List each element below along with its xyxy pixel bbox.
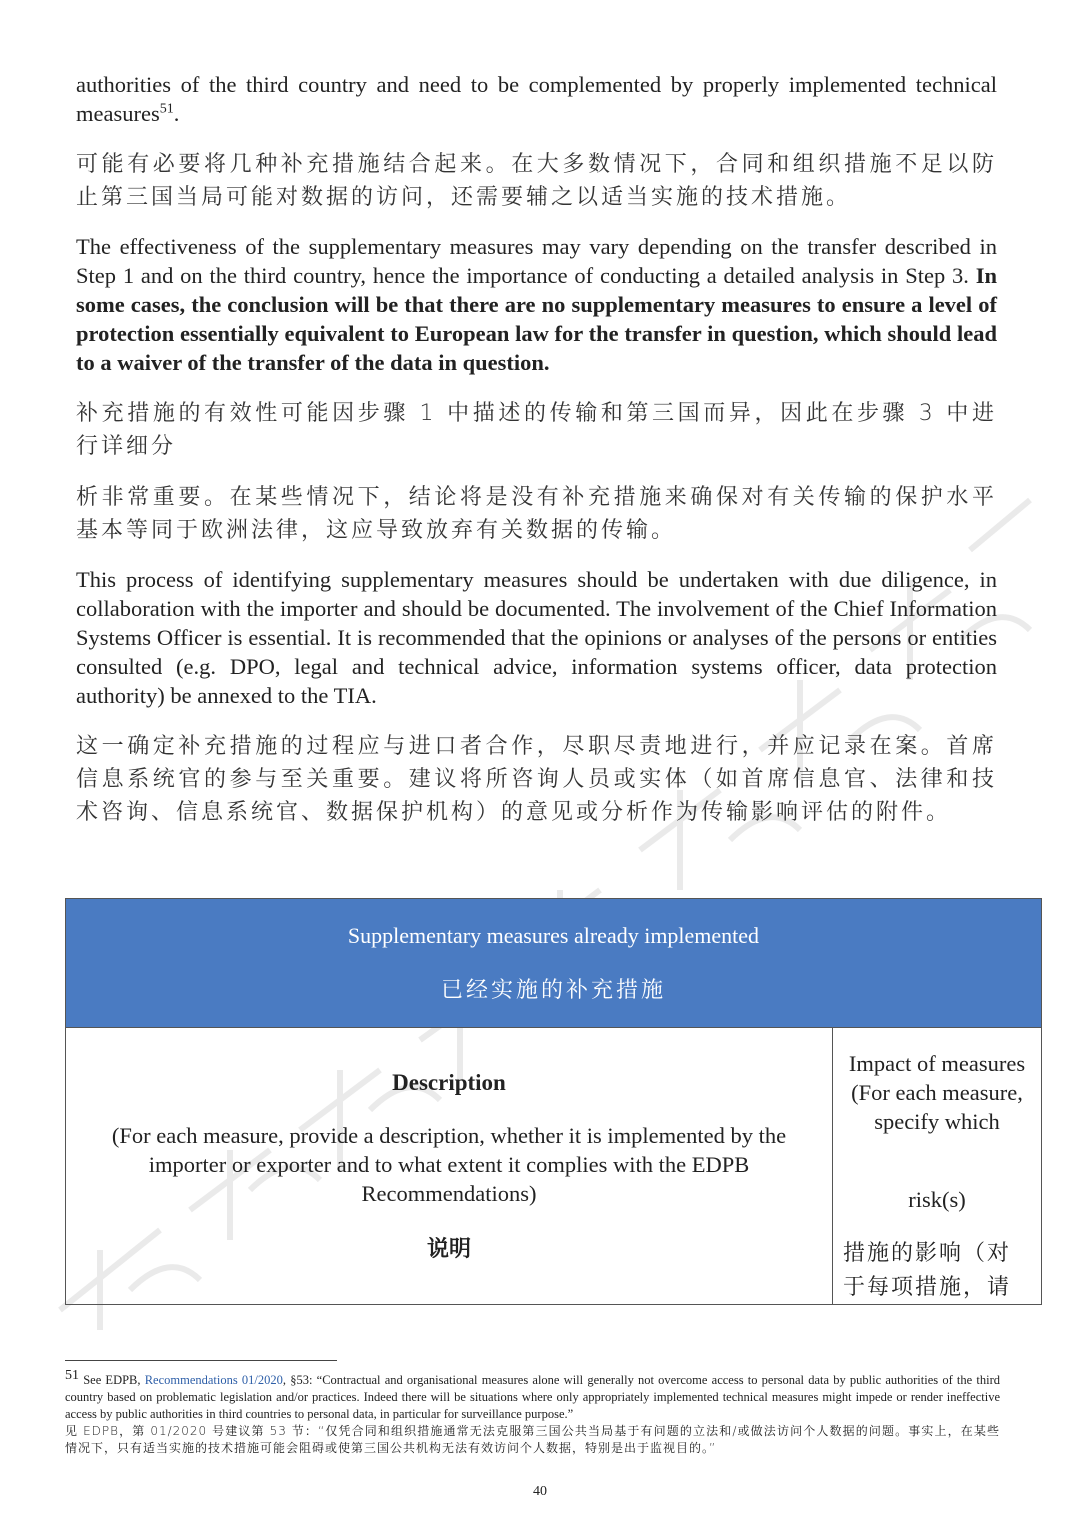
description-note: (For each measure, provide a description, whether it is implemented by the importer or exporter and to what extent it complies with the EDPB Recommendations) <box>111 1123 787 1206</box>
recommendations-link[interactable]: Recommendations 01/2020 <box>144 1373 283 1387</box>
description-title: Description <box>392 1070 506 1095</box>
footnote-51 <box>65 1367 1000 1457</box>
paragraph-2-bold: In some cases, the conclusion will be that there are no supplementary measures to ensure a level of protection essentially equivalent to European law for the transfer in question, which should lead to a waiver of the transfer of the data in question. <box>76 263 997 375</box>
paragraph-2-cn-b: 析非常重要。在某些情况下，结论将是没有补充措施来确保对有关传输的保护水平基本等同于欧洲法律，这应导致放弃有关数据的传输。 <box>76 485 997 543</box>
footnote-ref-51[interactable]: 51 <box>159 101 174 117</box>
paragraph-2-en: The effectiveness of the supplementary measures may vary depending on the transfer described in Step 1 and on the third country, hence the importance of conducting a detailed analysis in Step 3. In some cases, the conclusion will be that there are no supplementary measures to ensure a level of protection essentially equivalent to European law for the transfer in question, which should lead to a waiver of the transfer of the data in question. <box>76 234 997 375</box>
impact-title-cn: 措施的影响（对于每项措施，请 <box>843 1241 1012 1300</box>
footnote-en: $^{51}$ See EDPB, Recommendations 01/2020, §53: “Contractual and organisational measures alone will generally not overcome access to personal data by public authorities of the third country based on problematic legislation and/or practices. Indeed there will be situations where only appropriately implemented technical measures might impede or render ineffective access by public authorities in third countries to personal data, in particular for surveillance purpose.” <box>65 1367 1000 1421</box>
paragraph-3-cn: 这一确定补充措施的过程应与进口者合作，尽职尽责地进行，并应记录在案。首席信息系统官的参与至关重要。建议将所咨询人员或实体（如首席信息官、法律和技术咨询、信息系统官、数据保护机构）的意见或分析作为传输影响评估的附件。 <box>76 734 997 825</box>
impact-risk: risk(s) <box>908 1187 966 1212</box>
table-header-cn: 已经实施的补充措施 <box>440 978 666 1003</box>
footnote-divider <box>65 1360 337 1361</box>
table-header <box>66 899 1041 1028</box>
footnote-cn: 见 EDPB，第 01/2020 号建议第 53 节：“仅凭合同和组织措施通常无法克服第三国公共当局基于有问题的立法和/或做法访问个人数据的问题。事实上，在某些情况下，只有适当实施的技术措施可能会阻碍或使第三国公共机构无法有效访问个人数据，特别是出于监视目的。” <box>65 1424 1000 1455</box>
description-title-cn: 说明 <box>426 1237 471 1262</box>
impact-cell <box>833 1027 1041 1304</box>
paragraph-3-en: This process of identifying supplementary measures should be undertaken with due diligence, in collaboration with the importer and should be documented. The involvement of the Chief Information Systems Officer is essential. It is recommended that the opinions or analyses of the persons or entities consulted (e.g. DPO, legal and technical advice, information systems officer, data protection authority) be annexed to the TIA. <box>76 567 997 708</box>
paragraph-1-en: authorities of the third country and need to be complemented by properly implemented technical measures$^{51}$. <box>76 72 997 126</box>
description-cell <box>66 1027 833 1304</box>
table-header-en: Supplementary measures already implemented <box>347 923 760 948</box>
impact-title: Impact of measures (For each measure, specify which <box>848 1051 1026 1134</box>
paragraph-1-cn: 可能有必要将几种补充措施结合起来。在大多数情况下，合同和组织措施不足以防止第三国当局可能对数据的访问，还需要辅之以适当实施的技术措施。 <box>76 152 997 210</box>
page-number: 40 <box>533 1484 547 1499</box>
paragraph-2-cn-a: 补充措施的有效性可能因步骤 1 中描述的传输和第三国而异，因此在步骤 3 中进行详细分 <box>76 401 997 459</box>
measures-table <box>65 898 1042 1305</box>
main-content <box>76 70 997 847</box>
